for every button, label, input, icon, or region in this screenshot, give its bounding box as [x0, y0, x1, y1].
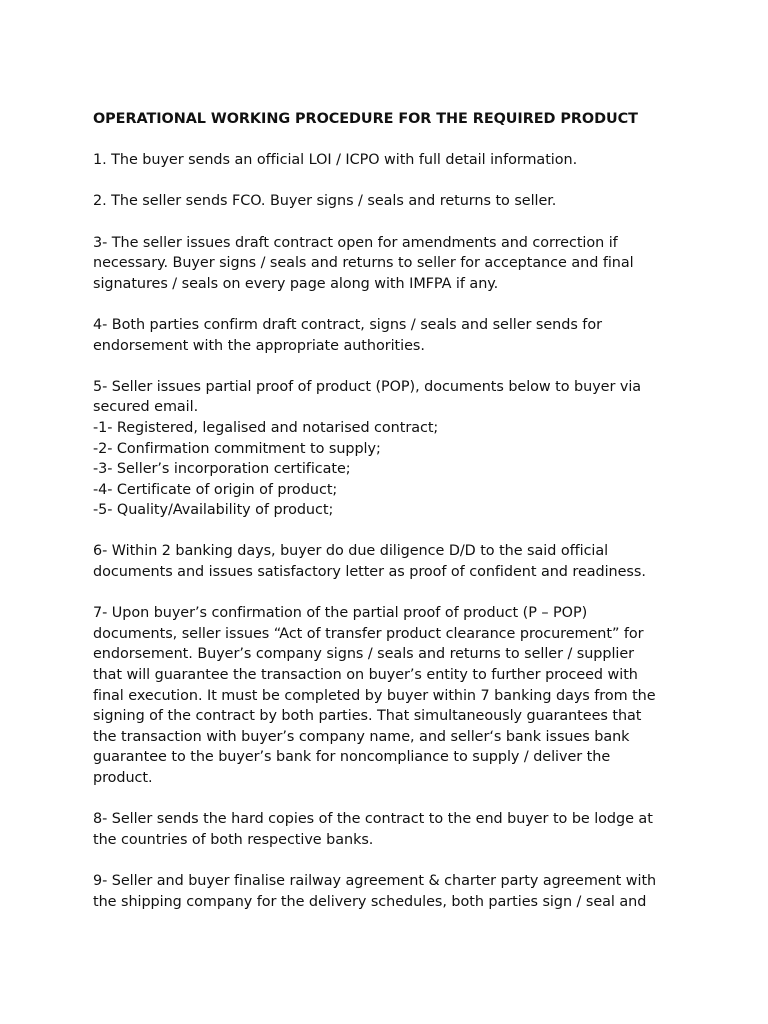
document-list-item: -4- Certificate of origin of product;: [93, 481, 338, 498]
step-2-paragraph: [93, 191, 683, 212]
text-line: endorsement. Buyer’s company signs / seals and returns to seller / supplier: [93, 646, 635, 663]
document-title: OPERATIONAL WORKING PROCEDURE FOR THE REQUIRED PRODUCT: [93, 111, 638, 127]
text-line: signatures / seals on every page along with IMFPA if any.: [93, 275, 499, 292]
text-line: 1. The buyer sends an official LOI / ICPO with full detail information.: [93, 152, 578, 169]
text-line: endorsement with the appropriate authorities.: [93, 337, 425, 354]
text-line: final execution. It must be completed by buyer within 7 banking days from the: [93, 687, 656, 704]
text-line: 5- Seller issues partial proof of product (POP), documents below to buyer via: [93, 378, 642, 395]
text-line: 4- Both parties confirm draft contract, signs / seals and seller sends for: [93, 316, 602, 333]
text-line: documents, seller issues “Act of transfer product clearance procurement” for: [93, 625, 644, 642]
step-1-paragraph: [93, 150, 683, 171]
step-5-paragraph: [93, 377, 683, 521]
text-line: 6- Within 2 banking days, buyer do due diligence D/D to the said official: [93, 543, 609, 560]
text-line: the transaction with buyer’s company name, and seller‘s bank issues bank: [93, 728, 630, 745]
document-body: [93, 109, 683, 912]
step-8-paragraph: [93, 809, 683, 850]
step-9-paragraph: [93, 871, 683, 912]
text-line: 2. The seller sends FCO. Buyer signs / seals and returns to seller.: [93, 193, 557, 210]
text-line: 3- The seller issues draft contract open for amendments and correction if: [93, 234, 618, 251]
document-list-item: -5- Quality/Availability of product;: [93, 502, 334, 519]
text-line: the shipping company for the delivery schedules, both parties sign / seal and: [93, 893, 647, 910]
text-line: secured email.: [93, 399, 199, 416]
text-line: that will guarantee the transaction on buyer’s entity to further proceed with: [93, 667, 638, 684]
text-line: the countries of both respective banks.: [93, 831, 374, 848]
document-list-item: -3- Seller’s incorporation certificate;: [93, 461, 351, 478]
step-7-paragraph: [93, 603, 683, 788]
text-line: signing of the contract by both parties. That simultaneously guarantees that: [93, 708, 642, 725]
text-line: necessary. Buyer signs / seals and returns to seller for acceptance and final: [93, 255, 634, 272]
text-line: guarantee to the buyer’s bank for noncompliance to supply / deliver the: [93, 749, 611, 766]
step-3-paragraph: [93, 233, 683, 295]
text-line: product.: [93, 770, 153, 786]
text-line: 9- Seller and buyer finalise railway agreement & charter party agreement with: [93, 872, 657, 889]
text-line: documents and issues satisfactory letter as proof of confident and readiness.: [93, 564, 646, 581]
document-list-item: -1- Registered, legalised and notarised contract;: [93, 419, 439, 436]
step-6-paragraph: [93, 541, 683, 582]
text-line: 7- Upon buyer’s confirmation of the partial proof of product (P – POP): [93, 605, 588, 622]
text-line: 8- Seller sends the hard copies of the contract to the end buyer to be lodge at: [93, 811, 653, 828]
document-list-item: -2- Confirmation commitment to supply;: [93, 440, 381, 457]
step-4-paragraph: [93, 315, 683, 356]
